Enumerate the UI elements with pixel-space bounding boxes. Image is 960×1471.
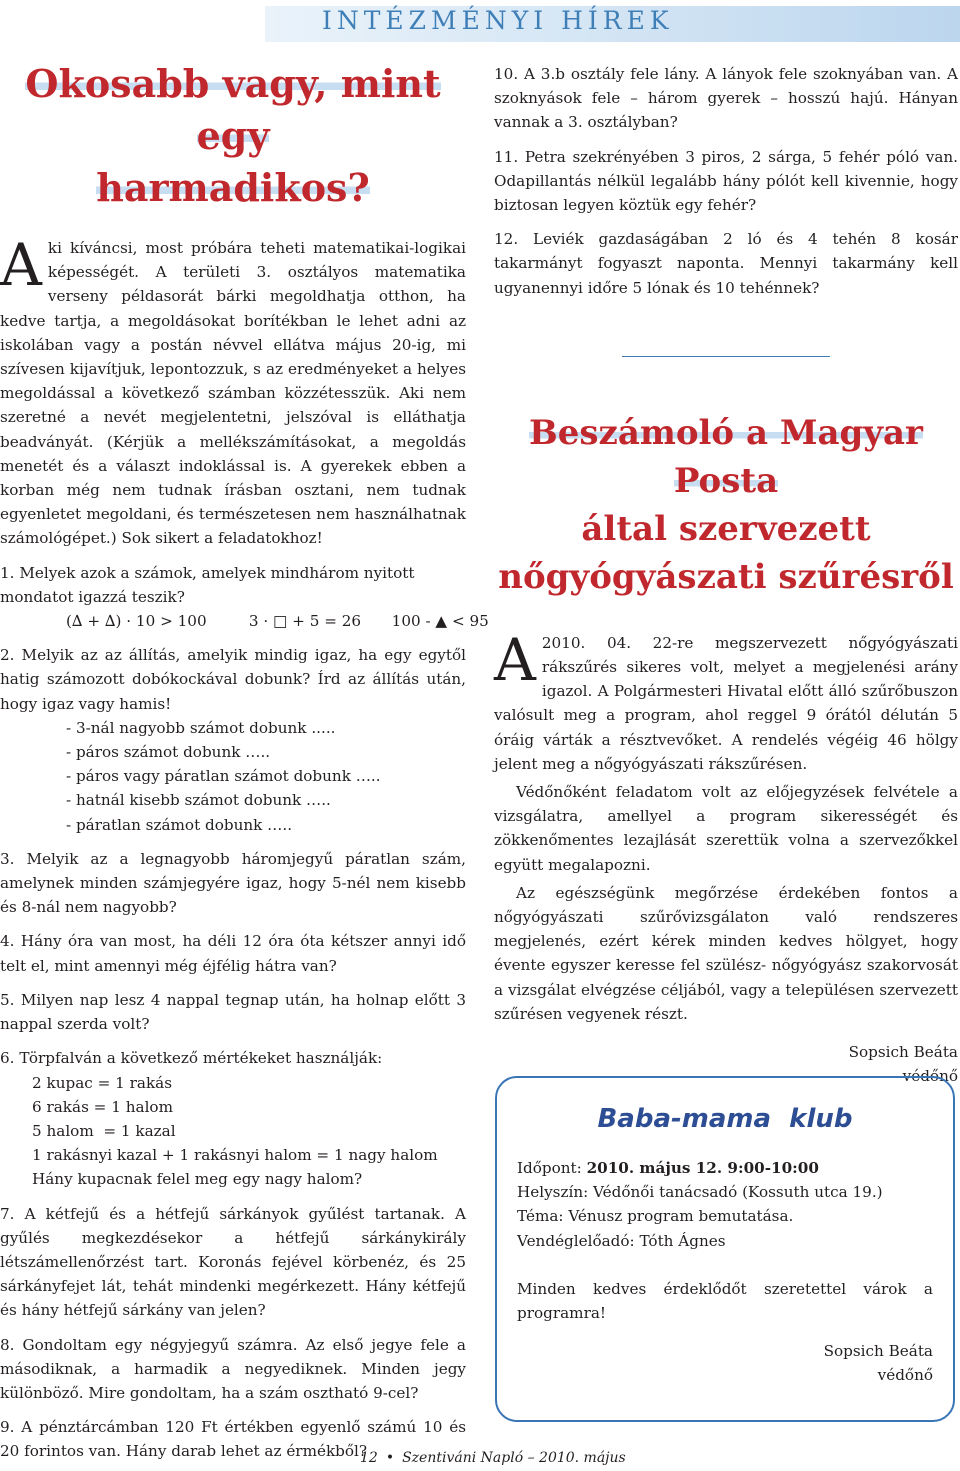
signature-role: védőnő [902,1067,958,1086]
question-2: 2. Melyik az az állítás, amelyik mindig igaz, ha egy egytől hatig számozott dobókockával dobunk? Írd az állítás után, hogy igaz vagy hamis! [0,646,466,713]
club-place: Helyszín: Védőnői tanácsadó (Kossuth utca 19.) [517,1183,883,1202]
report-article-title: Beszámoló a Magyar Posta által szervezett nőgyógyászati szűrésről [498,412,954,597]
question-5: 5. Milyen nap lesz 4 nappal tegnap után, ha holnap előtt 3 nappal szerda volt? [0,990,466,1034]
baba-mama-club-box [495,1076,955,1422]
equation-2: 3 · □ + 5 = 26 [248,612,362,631]
club-topic: Téma: Vénusz program bemutatása. [517,1207,794,1226]
list-item: Hány kupacnak felel meg egy nagy halom? [32,1170,363,1189]
club-signature [517,1339,933,1387]
section-title: INTÉZMÉNYI HÍREK [322,6,674,35]
question-9: 9. A pénztárcámban 120 Ft értékben egyenlő számú 10 és 20 forintos van. Hány darab lehet az érmékből? [0,1418,466,1461]
drop-cap: A [494,625,536,694]
list-item: - páratlan számot dobunk ….. [66,815,293,834]
question-4: 4. Hány óra van most, ha déli 12 óra óta kétszer annyi idő telt el, mint amennyi még éjfélig hátra van? [0,932,466,975]
question-10: 10. A 3.b osztály fele lány. A lányok fele szoknyában van. A szoknyások fele – három gyerek – hosszú hajú. Hányan vannak a 3. osztályban? [494,65,958,132]
question-7: 7. A kétfejű és a hétfejű sárkányok gyűlést tartanak. A gyűlés megkezdésekor a hétfejű sárkánykirály létszámellenőrzést tart. Koronás fejével körbenéz, és 25 sárkányfejet lát, tehát mindenki megérkezett. Hány kétfejű és hány hétfejű sárkány van jelen? [0,1204,466,1320]
question-6-list [0,1071,466,1192]
quiz-intro: Aki kíváncsi, most próbára teheti matematikai-logikai képességét. A területi 3. osztályos matematika verseny példasorát bárki megoldhatja otthon, ha kedve tartja, a megoldásokat borítékban le lehet adni az iskolában vagy a postán névvel ellátva május 20-ig, mi szívesen kijavítjuk, lepontozzuk, s az eredményeket a helyes megoldással a következő számban közzétesszük. Aki nem szeretné a nevét megjelentetni, jelszóval is elláthatja beadványát. (Kérjük a mellékszámításokat, a megoldás menetét és a választ indoklással is. A gyerekek ebben a korban még nem tudnak írásban osztani, nem tudnak egyenletet megoldani, és természetesen nem használhatnak számológépet.) Sok sikert a feladatokhoz! [0,231,466,548]
right-column [494,46,958,1088]
question-3: 3. Melyik az a legnagyobb háromjegyű páratlan szám, amelynek minden számjegyére igaz, hogy 5-nél nem kisebb és 8-nál nem nagyobb? [0,849,466,917]
report-paragraph-3: Az egészségünk megőrzése érdekében fontos a nőgyógyászati szűrővizsgálaton való rendszeres megjelenés, ezért kérek minden kedves hölgyet, hogy évente egyszer keresse fel szülész- nőgyógyász szakorvosát a vizsgálat elvégzése céljából, vagy a településen szervezett szűrésen vegyenek részt. [494,883,958,1023]
club-invite: Minden kedves érdeklődőt szeretettel várok a programra! [517,1279,933,1323]
quiz-article-title: Okosabb vagy, mint egy harmadikos? [25,61,441,210]
question-1-equations [0,609,489,633]
club-host: Vendéglelőadó: Tóth Ágnes [517,1231,726,1250]
left-column [0,46,489,1464]
signature-role: védőnő [877,1366,933,1385]
question-6: 6. Törpfalván a következő mértékeket használják: [0,1049,383,1068]
bullet-icon: • [385,1450,395,1466]
question-11: 11. Petra szekrényében 3 piros, 2 sárga, 5 fehér póló van. Odapillantás nélkül legalább hány pólót kell kivennie, hogy biztosan legyen köztük egy fehér? [494,147,958,215]
club-title: Baba-mama klub [597,1104,853,1134]
report-paragraph-2: Védőnőként feladatom volt az előjegyzések felvétele a vizsgálatra, amellyel a program sikerességét és zökkenőmentes lezajlását szerettük volna a szervezőkkel együtt megalapozni. [494,783,958,874]
equation-3: 100 - ▲ < 95 [391,612,489,631]
page-footer [360,1450,626,1466]
signature-name: Sopsich Beáta [823,1342,933,1361]
publication-name: Szentiváni Napló – 2010. május [402,1450,626,1466]
list-item: 1 rakásnyi kazal + 1 rakásnyi halom = 1 nagy halom [32,1146,438,1165]
question-2-list [0,716,466,837]
list-item: 2 kupac = 1 rakás [32,1073,172,1092]
list-item: - hatnál kisebb számot dobunk ….. [66,791,331,810]
list-item: - páros számot dobunk ….. [66,743,271,762]
list-item: 6 rakás = 1 halom [32,1097,173,1116]
divider-line [622,356,830,357]
list-item: 5 halom = 1 kazal [32,1121,176,1140]
signature-name: Sopsich Beáta [848,1043,958,1062]
club-time: Időpont: 2010. május 12. 9:00-10:00 [517,1159,819,1177]
section-header [0,0,960,46]
question-8: 8. Gondoltam egy négyjegyű számra. Az első jegye fele a másodiknak, a harmadik a negyediknek. Minden jegy különböző. Mire gondoltam, ha a szám osztható 9-cel? [0,1335,466,1402]
list-item: - 3-nál nagyobb számot dobunk ..... [66,718,336,737]
drop-cap: A [0,231,42,299]
report-paragraph-1: A 2010. 04. 22-re megszervezett nőgyógyászati rákszűrés sikeres volt, melyet a megjelenési arány igazol. A Polgármesteri Hivatal előtt álló szűrőbuszon valósult meg a program, ahol reggel 9 órától délután 5 óráig várták a résztvevőket. A rendelés végéig 46 hölgy jelent meg a nőgyógyászati rákszűrésen. [494,625,958,773]
list-item: - páros vagy páratlan számot dobunk ….. [66,767,381,786]
equation-1: (∆ + ∆) · 10 > 100 [66,612,207,631]
question-12: 12. Leviék gazdaságában 2 ló és 4 tehén 8 kosár takarmányt fogyaszt naponta. Mennyi takarmány kell ugyanennyi időre 5 lónak és 10 tehénnek? [494,230,958,297]
question-1: 1. Melyek azok a számok, amelyek mindhárom nyitott mondatot igazzá teszik? [0,563,415,606]
page-number: 12 [360,1450,378,1466]
